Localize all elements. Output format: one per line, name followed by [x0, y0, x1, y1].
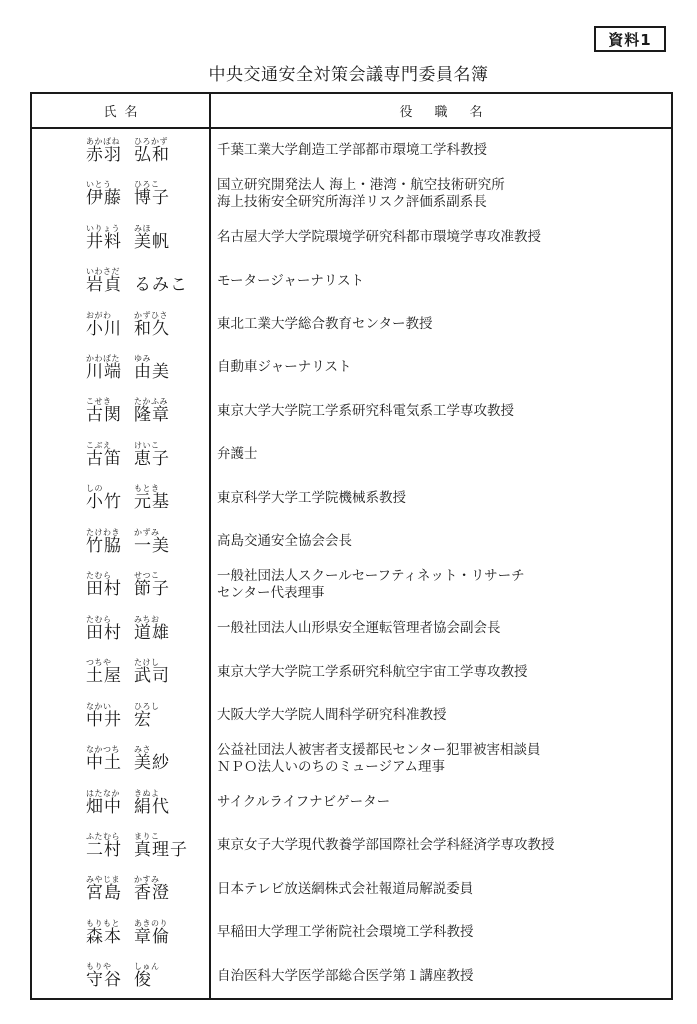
family-name-text: 竹脇: [86, 535, 122, 556]
role-line-1: サイクルライフナビゲーター: [217, 794, 391, 811]
family-name-text: 川端: [86, 361, 122, 382]
family-name: [86, 267, 122, 295]
given-name-reading: しゅん: [134, 962, 160, 972]
family-name: [86, 571, 122, 599]
family-name: [86, 615, 122, 643]
table-row: [32, 564, 671, 607]
given-name-reading: ひろし: [134, 701, 160, 711]
member-name-cell: [32, 259, 211, 302]
member-name-cell: [32, 694, 211, 737]
family-name-reading: いとう: [86, 180, 112, 190]
family-name-reading: おがわ: [86, 310, 112, 320]
member-role-cell: [211, 737, 671, 780]
member-role-cell: [211, 564, 671, 607]
family-name-reading: みやじま: [86, 875, 120, 885]
given-name-text: 美紗: [134, 753, 170, 774]
given-name: [134, 571, 170, 599]
family-name-text: 古関: [86, 405, 122, 426]
given-name-reading: もとき: [134, 484, 160, 494]
family-name-reading: いわさだ: [86, 267, 120, 277]
given-name-reading: きぬよ: [134, 788, 160, 798]
table-row: [32, 346, 671, 389]
member-name-cell: [32, 911, 211, 954]
given-name: [134, 875, 170, 903]
member-role-cell: [211, 607, 671, 650]
header-name: 氏名: [32, 94, 211, 127]
member-role-cell: [211, 955, 671, 998]
given-name-text: 元基: [134, 492, 170, 513]
family-name-text: 古笛: [86, 448, 122, 469]
family-name: [86, 441, 122, 469]
given-name-text: 節子: [134, 579, 170, 600]
given-name-reading: まりこ: [134, 831, 160, 841]
role-line-1: 自治医科大学医学部総合医学第１講座教授: [217, 967, 474, 984]
member-name-cell: [32, 824, 211, 867]
role-line-1: 東京女子大学現代教養学部国際社会学科経済学専攻教授: [217, 837, 555, 854]
given-name-reading: ひろこ: [134, 180, 160, 190]
member-role-cell: [211, 477, 671, 520]
given-name-text: 由美: [134, 361, 170, 382]
table-row: [32, 607, 671, 650]
table-row: [32, 911, 671, 954]
member-table: [30, 92, 673, 1000]
family-name-text: 守谷: [86, 970, 122, 991]
member-name-cell: [32, 303, 211, 346]
given-name-text: 武司: [134, 666, 170, 687]
given-name-reading: ひろかず: [134, 136, 168, 146]
table-row: [32, 433, 671, 476]
family-name-reading: もりや: [86, 962, 112, 972]
member-role-cell: [211, 520, 671, 563]
given-name-reading: かすみ: [134, 875, 160, 885]
given-name-reading: けいこ: [134, 440, 160, 450]
table-row: [32, 303, 671, 346]
family-name-reading: たむら: [86, 571, 112, 581]
given-name: [134, 962, 160, 990]
given-name-text: 章倫: [134, 926, 170, 947]
table-row: [32, 737, 671, 780]
family-name-text: 赤羽: [86, 144, 122, 165]
family-name-text: 小竹: [86, 492, 122, 513]
family-name-reading: たけわき: [86, 527, 120, 537]
given-name-reading: みほ: [134, 223, 151, 233]
role-line-2: 海上技術安全研究所海洋リスク評価系副系長: [217, 194, 487, 211]
role-line-1: モータージャーナリスト: [217, 272, 365, 289]
member-name-cell: [32, 650, 211, 693]
role-line-1: 高島交通安全協会会長: [217, 533, 352, 550]
family-name: [86, 832, 122, 860]
family-name-reading: いりょう: [86, 223, 120, 233]
role-line-2: ＮＰＯ法人いのちのミュージアム理事: [217, 759, 446, 776]
family-name-reading: なかつち: [86, 745, 120, 755]
family-name-text: 伊藤: [86, 188, 122, 209]
table-row: [32, 172, 671, 215]
given-name-text: 弘和: [134, 144, 170, 165]
table-row: [32, 216, 671, 259]
given-name-reading: たけし: [134, 658, 160, 668]
given-name: [134, 745, 170, 773]
member-role-cell: [211, 868, 671, 911]
given-name-text: 一美: [134, 535, 170, 556]
given-name-reading: たかふみ: [134, 397, 168, 407]
family-name-reading: なかい: [86, 701, 112, 711]
role-line-1: 弁護士: [217, 446, 258, 463]
table-row: [32, 955, 671, 998]
given-name-text: 宏: [134, 709, 152, 730]
family-name: [86, 702, 122, 730]
document-title: 中央交通安全対策会議専門委員名簿: [208, 65, 489, 85]
role-line-1: 東京大学大学院工学系研究科電気系工学専攻教授: [217, 402, 514, 419]
given-name-text: 博子: [134, 188, 170, 209]
role-line-1: 東京大学大学院工学系研究科航空宇宙工学専攻教授: [217, 663, 528, 680]
family-name: [86, 397, 122, 425]
family-name-text: 畑中: [86, 796, 122, 817]
given-name-text: るみこ: [134, 275, 188, 296]
given-name-reading: ゆみ: [134, 353, 151, 363]
given-name: [134, 702, 160, 730]
given-name-text: 美帆: [134, 231, 170, 252]
given-name-text: 恵子: [134, 448, 170, 469]
header-role: 役職名: [399, 105, 505, 120]
member-role-cell: [211, 172, 671, 215]
member-name-cell: [32, 781, 211, 824]
family-name-reading: もりもと: [86, 918, 120, 928]
member-role-cell: [211, 129, 671, 172]
family-name: [86, 224, 122, 252]
family-name-reading: あかばね: [86, 136, 120, 146]
member-role-cell: [211, 694, 671, 737]
given-name-text: 隆章: [134, 405, 170, 426]
given-name-text: 俊: [134, 970, 152, 991]
family-name-reading: こぶえ: [86, 440, 112, 450]
member-name-cell: [32, 564, 211, 607]
given-name-reading: かずひさ: [134, 310, 168, 320]
family-name: [86, 658, 122, 686]
given-name: [134, 311, 170, 339]
family-name-reading: しの: [86, 484, 103, 494]
role-line-1: 自動車ジャーナリスト: [217, 359, 352, 376]
family-name: [86, 137, 122, 165]
family-name-text: 中井: [86, 709, 122, 730]
given-name-text: 和久: [134, 318, 170, 339]
member-name-cell: [32, 868, 211, 911]
table-row: [32, 868, 671, 911]
given-name: [134, 267, 188, 295]
family-name-reading: かわばた: [86, 353, 120, 363]
given-name: [134, 658, 170, 686]
table-row: [32, 390, 671, 433]
given-name: [134, 919, 170, 947]
member-name-cell: [32, 737, 211, 780]
member-role-cell: [211, 259, 671, 302]
role-line-1: 東京科学大学工学院機械系教授: [217, 489, 406, 506]
family-name: [86, 789, 122, 817]
role-line-1: 日本テレビ放送網株式会社報道局解説委員: [217, 880, 474, 897]
family-name: [86, 745, 122, 773]
member-name-cell: [32, 607, 211, 650]
family-name: [86, 354, 122, 382]
family-name-reading: つちや: [86, 658, 112, 668]
member-role-cell: [211, 650, 671, 693]
given-name: [134, 832, 188, 860]
member-name-cell: [32, 520, 211, 563]
family-name: [86, 180, 122, 208]
member-name-cell: [32, 346, 211, 389]
table-row: [32, 694, 671, 737]
family-name-reading: はたなか: [86, 788, 120, 798]
given-name-reading: みちお: [134, 614, 160, 624]
table-body: [32, 129, 671, 998]
given-name: [134, 615, 170, 643]
member-role-cell: [211, 824, 671, 867]
document-label: 資料1: [594, 26, 666, 52]
family-name-text: 田村: [86, 622, 122, 643]
family-name: [86, 484, 122, 512]
given-name: [134, 180, 170, 208]
role-line-1: 公益社団法人被害者支援都民センター犯罪被害相談員: [217, 742, 541, 759]
role-line-1: 東北工業大学総合教育センター教授: [217, 316, 433, 333]
family-name: [86, 528, 122, 556]
given-name-text: 香澄: [134, 883, 170, 904]
table-row: [32, 650, 671, 693]
member-name-cell: [32, 955, 211, 998]
role-line-1: 一般社団法人山形県安全運転管理者協会副会長: [217, 620, 501, 637]
family-name-text: 森本: [86, 926, 122, 947]
family-name-text: 宮島: [86, 883, 122, 904]
family-name-text: 小川: [86, 318, 122, 339]
given-name-reading: あきのり: [134, 918, 168, 928]
table-row: [32, 781, 671, 824]
family-name: [86, 311, 122, 339]
given-name: [134, 137, 170, 165]
member-name-cell: [32, 390, 211, 433]
table-row: [32, 824, 671, 867]
given-name-reading: せつこ: [134, 571, 160, 581]
member-role-cell: [211, 346, 671, 389]
member-role-cell: [211, 433, 671, 476]
role-line-1: 千葉工業大学創造工学部都市環境工学科教授: [217, 142, 487, 159]
given-name-text: 絹代: [134, 796, 170, 817]
family-name-text: 田村: [86, 579, 122, 600]
member-role-cell: [211, 390, 671, 433]
role-line-1: 大阪大学大学院人間科学研究科准教授: [217, 707, 447, 724]
member-name-cell: [32, 172, 211, 215]
role-line-1: 国立研究開発法人 海上・港湾・航空技術研究所: [217, 177, 505, 194]
family-name-reading: たむら: [86, 614, 112, 624]
table-row: [32, 129, 671, 172]
given-name-text: 道雄: [134, 622, 170, 643]
given-name-reading: かずみ: [134, 527, 160, 537]
family-name: [86, 962, 122, 990]
given-name-reading: みさ: [134, 745, 151, 755]
given-name: [134, 528, 170, 556]
table-row: [32, 520, 671, 563]
role-line-2: センター代表理事: [217, 585, 325, 602]
given-name: [134, 224, 170, 252]
given-name: [134, 441, 170, 469]
family-name: [86, 919, 122, 947]
member-name-cell: [32, 477, 211, 520]
given-name: [134, 789, 170, 817]
given-name: [134, 484, 170, 512]
family-name-text: 二村: [86, 839, 122, 860]
family-name-reading: ふたむら: [86, 831, 120, 841]
member-role-cell: [211, 303, 671, 346]
member-name-cell: [32, 433, 211, 476]
family-name-text: 井料: [86, 231, 122, 252]
table-row: [32, 477, 671, 520]
family-name-text: 岩貞: [86, 275, 122, 296]
role-line-1: 一般社団法人スクールセーフティネット・リサーチ: [217, 568, 525, 585]
family-name-reading: こせき: [86, 397, 112, 407]
given-name: [134, 354, 170, 382]
member-role-cell: [211, 781, 671, 824]
table-row: [32, 259, 671, 302]
role-line-1: 名古屋大学大学院環境学研究科都市環境学専攻准教授: [217, 229, 541, 246]
given-name-text: 真理子: [134, 839, 188, 860]
role-line-1: 早稲田大学理工学術院社会環境工学科教授: [217, 924, 474, 941]
member-name-cell: [32, 216, 211, 259]
table-header: [32, 94, 671, 129]
family-name-text: 土屋: [86, 666, 122, 687]
family-name: [86, 875, 122, 903]
member-name-cell: [32, 129, 211, 172]
given-name: [134, 397, 170, 425]
member-role-cell: [211, 216, 671, 259]
member-role-cell: [211, 911, 671, 954]
family-name-text: 中土: [86, 753, 122, 774]
